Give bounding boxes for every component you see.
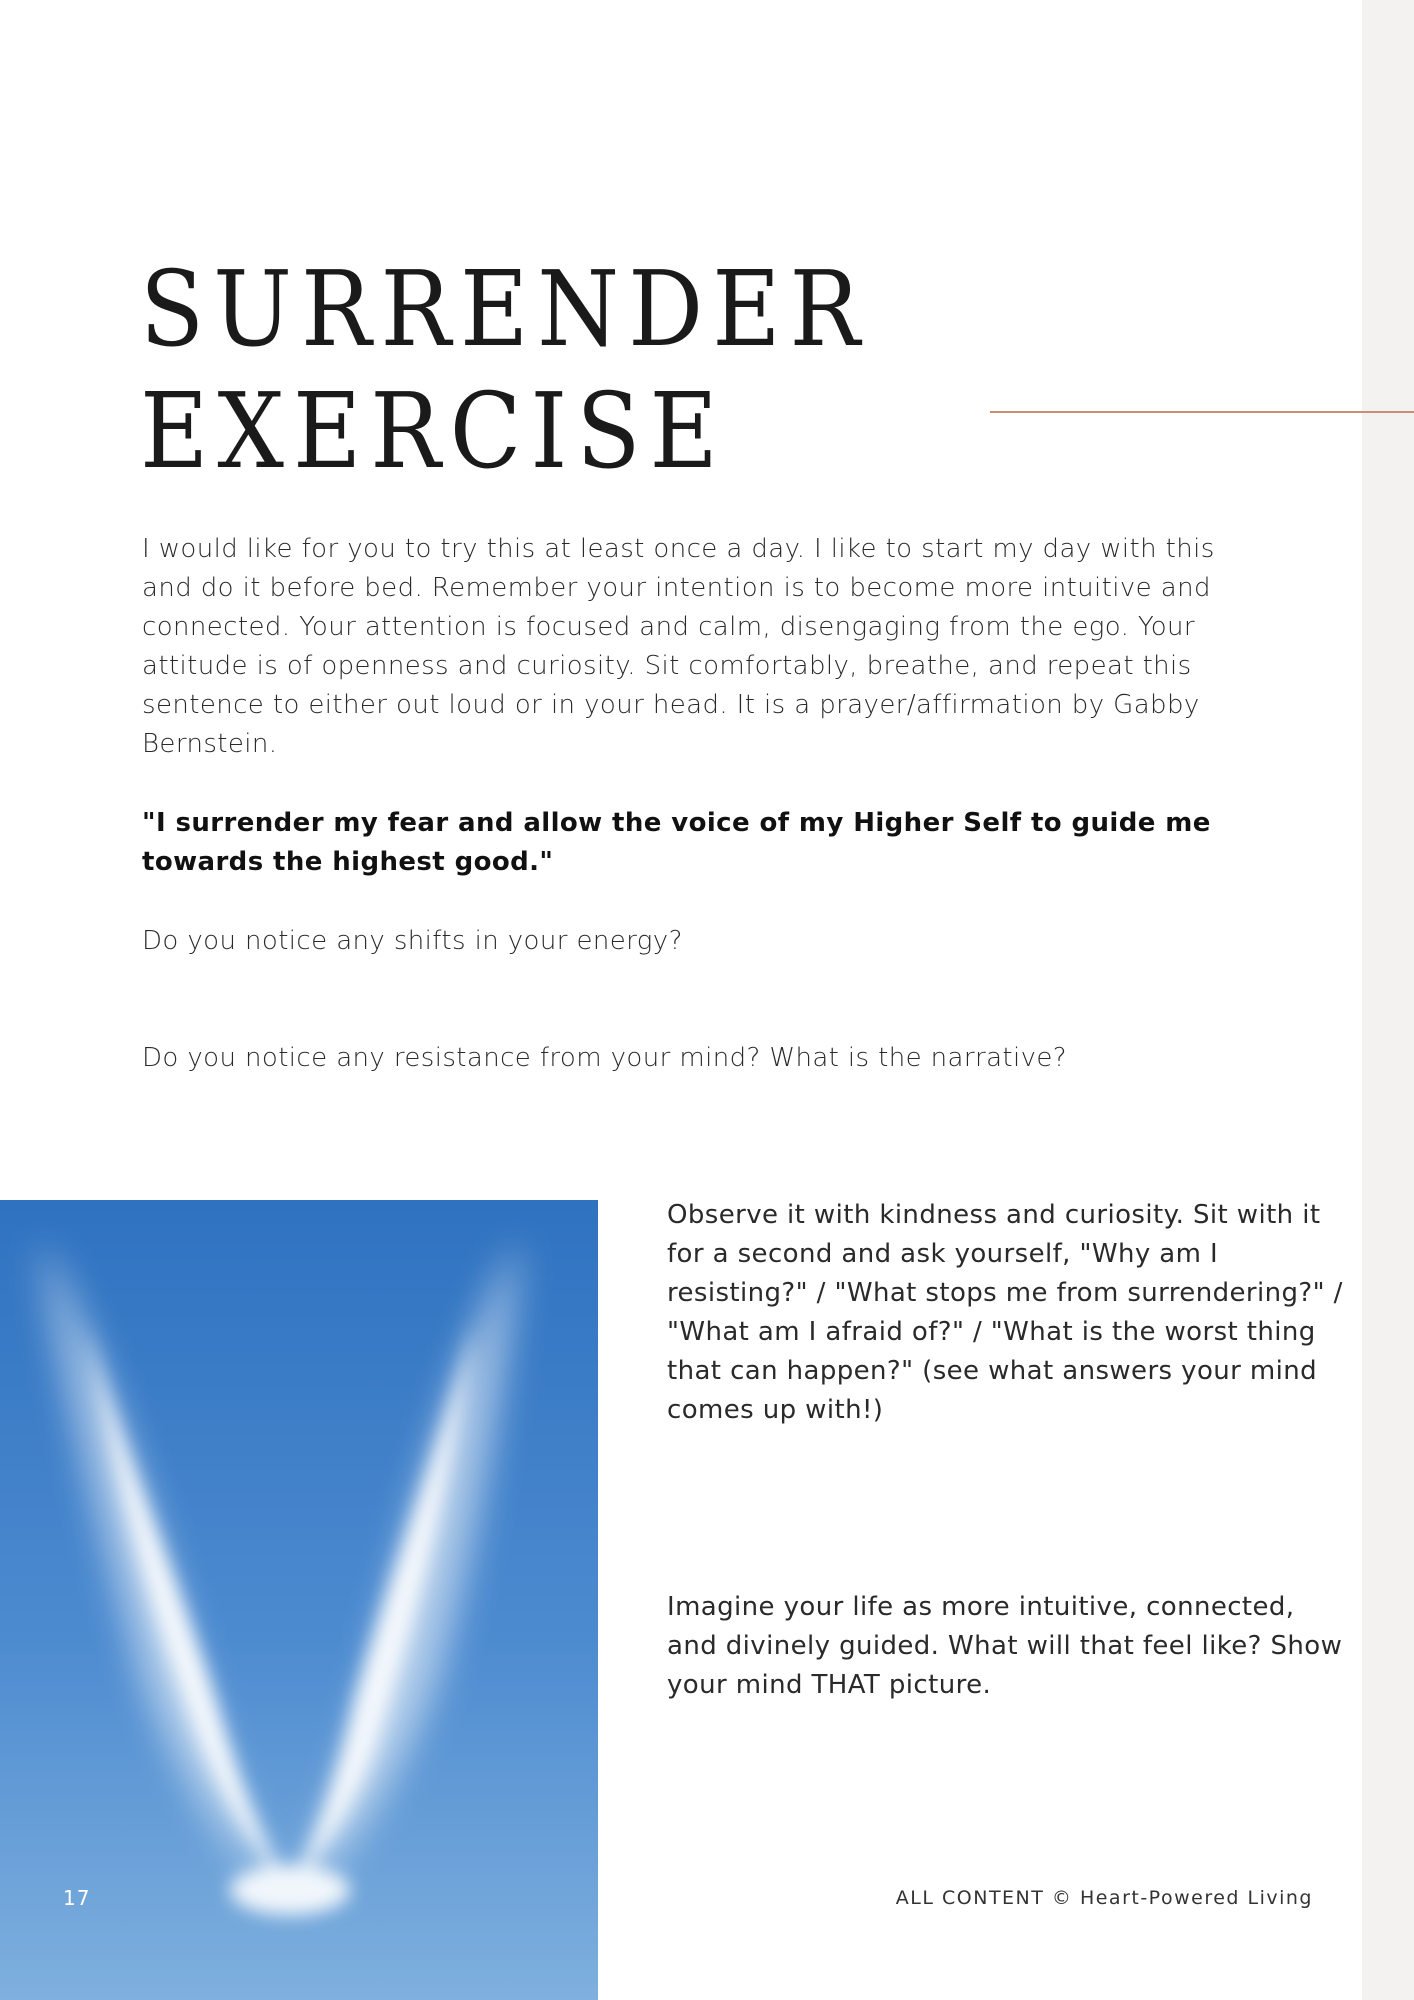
copyright-footer: ALL CONTENT © Heart-Powered Living [895, 1887, 1313, 1909]
imagine-paragraph: Imagine your life as more intuitive, connected, and divinely guided. What will that feel like? Show your mind THAT picture. [667, 1592, 1343, 1700]
page-title [140, 248, 869, 492]
resistance-question: Do you notice any resistance from your mind? What is the narrative? [142, 1043, 1068, 1073]
intro-paragraph: I would like for you to try this at least once a day. I like to start my day with this and do it before bed. Remember your intention is to become more intuitive and connected. Your attention is focused and calm, disengaging from the ego. Your attitude is of openness and curiosity. Sit comfortably, breathe, and repeat this sentence to either out loud or in your head. It is a prayer/affirmation by Gabby Bernstein. [142, 534, 1215, 759]
affirmation-quote: "I surrender my fear and allow the voice of my Higher Self to guide me towards the highest good." [142, 808, 1211, 877]
title-line-2: EXERCISE [140, 370, 727, 492]
energy-question: Do you notice any shifts in your energy? [142, 926, 683, 956]
side-margin-strip [1362, 0, 1414, 2000]
title-line-1: SURRENDER [140, 248, 870, 370]
observe-paragraph: Observe it with kindness and curiosity. Sit with it for a second and ask yourself, "Why am I resisting?" / "What stops me from surrendering?" / "What am I afraid of?" / "What is the worst thing that can happen?" (see what answers your mind comes up with!) [667, 1200, 1343, 1425]
page-number: 17 [63, 1886, 91, 1910]
title-accent-line [990, 411, 1414, 413]
angel-wing-clouds-photo [0, 1200, 598, 2000]
